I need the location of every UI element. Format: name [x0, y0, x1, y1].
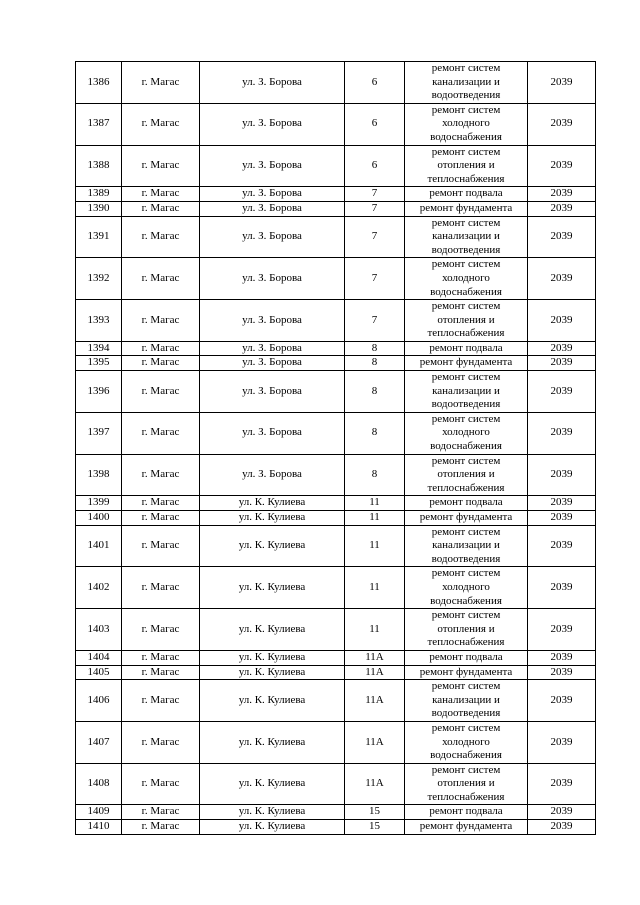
year-cell: 2039	[528, 201, 596, 216]
work-type-cell: ремонт систем холодного водоснабжения	[405, 103, 528, 145]
year-cell: 2039	[528, 62, 596, 104]
year-cell: 2039	[528, 609, 596, 651]
work-type-cell: ремонт систем холодного водоснабжения	[405, 567, 528, 609]
table-row	[76, 145, 596, 187]
city-cell: г. Магас	[122, 300, 200, 342]
city-cell: г. Магас	[122, 680, 200, 722]
city-cell: г. Магас	[122, 258, 200, 300]
street-cell: ул. З. Борова	[200, 103, 345, 145]
table-row	[76, 650, 596, 665]
table-row	[76, 680, 596, 722]
row-number: 1402	[76, 567, 122, 609]
work-type-cell: ремонт подвала	[405, 187, 528, 202]
house-number-cell: 7	[345, 258, 405, 300]
year-cell: 2039	[528, 103, 596, 145]
city-cell: г. Магас	[122, 145, 200, 187]
table-row	[76, 567, 596, 609]
work-type-cell: ремонт систем отопления и теплоснабжения	[405, 763, 528, 805]
house-number-cell: 11А	[345, 763, 405, 805]
table-row	[76, 371, 596, 413]
work-type-cell: ремонт фундамента	[405, 665, 528, 680]
house-number-cell: 7	[345, 216, 405, 258]
year-cell: 2039	[528, 567, 596, 609]
work-type-cell: ремонт подвала	[405, 496, 528, 511]
house-number-cell: 15	[345, 805, 405, 820]
table-row	[76, 496, 596, 511]
house-number-cell: 8	[345, 356, 405, 371]
row-number: 1393	[76, 300, 122, 342]
street-cell: ул. З. Борова	[200, 300, 345, 342]
row-number: 1398	[76, 454, 122, 496]
row-number: 1404	[76, 650, 122, 665]
year-cell: 2039	[528, 258, 596, 300]
work-type-cell: ремонт систем отопления и теплоснабжения	[405, 300, 528, 342]
year-cell: 2039	[528, 525, 596, 567]
city-cell: г. Магас	[122, 650, 200, 665]
city-cell: г. Магас	[122, 187, 200, 202]
house-number-cell: 6	[345, 103, 405, 145]
year-cell: 2039	[528, 187, 596, 202]
city-cell: г. Магас	[122, 62, 200, 104]
year-cell: 2039	[528, 496, 596, 511]
work-type-cell: ремонт фундамента	[405, 356, 528, 371]
street-cell: ул. К. Кулиева	[200, 665, 345, 680]
street-cell: ул. З. Борова	[200, 454, 345, 496]
work-type-cell: ремонт систем канализации и водоотведения	[405, 371, 528, 413]
house-number-cell: 7	[345, 187, 405, 202]
work-type-cell: ремонт фундамента	[405, 201, 528, 216]
row-number: 1405	[76, 665, 122, 680]
city-cell: г. Магас	[122, 820, 200, 835]
street-cell: ул. З. Борова	[200, 356, 345, 371]
year-cell: 2039	[528, 216, 596, 258]
table-row	[76, 609, 596, 651]
city-cell: г. Магас	[122, 371, 200, 413]
work-type-cell: ремонт фундамента	[405, 511, 528, 526]
city-cell: г. Магас	[122, 763, 200, 805]
row-number: 1395	[76, 356, 122, 371]
city-cell: г. Магас	[122, 609, 200, 651]
table-row	[76, 412, 596, 454]
house-number-cell: 11	[345, 511, 405, 526]
table-row	[76, 62, 596, 104]
row-number: 1387	[76, 103, 122, 145]
street-cell: ул. З. Борова	[200, 145, 345, 187]
year-cell: 2039	[528, 412, 596, 454]
house-number-cell: 8	[345, 341, 405, 356]
table-body	[76, 62, 596, 835]
work-type-cell: ремонт систем холодного водоснабжения	[405, 721, 528, 763]
year-cell: 2039	[528, 371, 596, 413]
house-number-cell: 8	[345, 454, 405, 496]
city-cell: г. Магас	[122, 721, 200, 763]
year-cell: 2039	[528, 145, 596, 187]
work-type-cell: ремонт систем отопления и теплоснабжения	[405, 609, 528, 651]
work-type-cell: ремонт систем канализации и водоотведения	[405, 680, 528, 722]
house-number-cell: 7	[345, 300, 405, 342]
house-number-cell: 8	[345, 412, 405, 454]
house-number-cell: 7	[345, 201, 405, 216]
repair-schedule-table	[75, 61, 596, 835]
row-number: 1410	[76, 820, 122, 835]
row-number: 1408	[76, 763, 122, 805]
work-type-cell: ремонт подвала	[405, 650, 528, 665]
house-number-cell: 11	[345, 496, 405, 511]
house-number-cell: 6	[345, 62, 405, 104]
table-row	[76, 665, 596, 680]
row-number: 1409	[76, 805, 122, 820]
city-cell: г. Магас	[122, 103, 200, 145]
street-cell: ул. З. Борова	[200, 258, 345, 300]
year-cell: 2039	[528, 665, 596, 680]
year-cell: 2039	[528, 300, 596, 342]
work-type-cell: ремонт систем канализации и водоотведения	[405, 525, 528, 567]
street-cell: ул. К. Кулиева	[200, 763, 345, 805]
street-cell: ул. З. Борова	[200, 62, 345, 104]
row-number: 1392	[76, 258, 122, 300]
row-number: 1397	[76, 412, 122, 454]
row-number: 1390	[76, 201, 122, 216]
house-number-cell: 11	[345, 609, 405, 651]
table-row	[76, 341, 596, 356]
row-number: 1388	[76, 145, 122, 187]
house-number-cell: 8	[345, 371, 405, 413]
table-row	[76, 721, 596, 763]
table-row	[76, 216, 596, 258]
work-type-cell: ремонт систем канализации и водоотведения	[405, 62, 528, 104]
street-cell: ул. К. Кулиева	[200, 609, 345, 651]
street-cell: ул. З. Борова	[200, 341, 345, 356]
row-number: 1399	[76, 496, 122, 511]
table-row	[76, 454, 596, 496]
row-number: 1401	[76, 525, 122, 567]
street-cell: ул. К. Кулиева	[200, 525, 345, 567]
street-cell: ул. З. Борова	[200, 187, 345, 202]
house-number-cell: 11А	[345, 650, 405, 665]
street-cell: ул. З. Борова	[200, 412, 345, 454]
row-number: 1391	[76, 216, 122, 258]
work-type-cell: ремонт систем канализации и водоотведения	[405, 216, 528, 258]
house-number-cell: 11	[345, 525, 405, 567]
house-number-cell: 11А	[345, 721, 405, 763]
table-row	[76, 187, 596, 202]
street-cell: ул. К. Кулиева	[200, 820, 345, 835]
table-row	[76, 356, 596, 371]
city-cell: г. Магас	[122, 496, 200, 511]
city-cell: г. Магас	[122, 412, 200, 454]
table-row	[76, 103, 596, 145]
city-cell: г. Магас	[122, 454, 200, 496]
table-row	[76, 820, 596, 835]
row-number: 1403	[76, 609, 122, 651]
row-number: 1406	[76, 680, 122, 722]
city-cell: г. Магас	[122, 511, 200, 526]
street-cell: ул. К. Кулиева	[200, 680, 345, 722]
work-type-cell: ремонт систем холодного водоснабжения	[405, 258, 528, 300]
street-cell: ул. К. Кулиева	[200, 721, 345, 763]
year-cell: 2039	[528, 356, 596, 371]
city-cell: г. Магас	[122, 525, 200, 567]
work-type-cell: ремонт подвала	[405, 805, 528, 820]
table-row	[76, 805, 596, 820]
work-type-cell: ремонт подвала	[405, 341, 528, 356]
year-cell: 2039	[528, 680, 596, 722]
city-cell: г. Магас	[122, 805, 200, 820]
table-row	[76, 258, 596, 300]
city-cell: г. Магас	[122, 341, 200, 356]
table-row	[76, 525, 596, 567]
street-cell: ул. З. Борова	[200, 371, 345, 413]
house-number-cell: 11	[345, 567, 405, 609]
row-number: 1400	[76, 511, 122, 526]
street-cell: ул. З. Борова	[200, 216, 345, 258]
street-cell: ул. К. Кулиева	[200, 650, 345, 665]
table-row	[76, 201, 596, 216]
house-number-cell: 11А	[345, 680, 405, 722]
row-number: 1394	[76, 341, 122, 356]
work-type-cell: ремонт систем отопления и теплоснабжения	[405, 145, 528, 187]
street-cell: ул. К. Кулиева	[200, 567, 345, 609]
table-row	[76, 763, 596, 805]
house-number-cell: 15	[345, 820, 405, 835]
work-type-cell: ремонт систем отопления и теплоснабжения	[405, 454, 528, 496]
row-number: 1396	[76, 371, 122, 413]
street-cell: ул. К. Кулиева	[200, 496, 345, 511]
year-cell: 2039	[528, 341, 596, 356]
table-row	[76, 511, 596, 526]
row-number: 1389	[76, 187, 122, 202]
table-row	[76, 300, 596, 342]
row-number: 1386	[76, 62, 122, 104]
city-cell: г. Магас	[122, 567, 200, 609]
city-cell: г. Магас	[122, 216, 200, 258]
city-cell: г. Магас	[122, 356, 200, 371]
year-cell: 2039	[528, 721, 596, 763]
street-cell: ул. К. Кулиева	[200, 511, 345, 526]
work-type-cell: ремонт систем холодного водоснабжения	[405, 412, 528, 454]
year-cell: 2039	[528, 763, 596, 805]
city-cell: г. Магас	[122, 665, 200, 680]
row-number: 1407	[76, 721, 122, 763]
year-cell: 2039	[528, 805, 596, 820]
house-number-cell: 11А	[345, 665, 405, 680]
house-number-cell: 6	[345, 145, 405, 187]
year-cell: 2039	[528, 454, 596, 496]
street-cell: ул. К. Кулиева	[200, 805, 345, 820]
year-cell: 2039	[528, 650, 596, 665]
year-cell: 2039	[528, 511, 596, 526]
city-cell: г. Магас	[122, 201, 200, 216]
work-type-cell: ремонт фундамента	[405, 820, 528, 835]
year-cell: 2039	[528, 820, 596, 835]
street-cell: ул. З. Борова	[200, 201, 345, 216]
